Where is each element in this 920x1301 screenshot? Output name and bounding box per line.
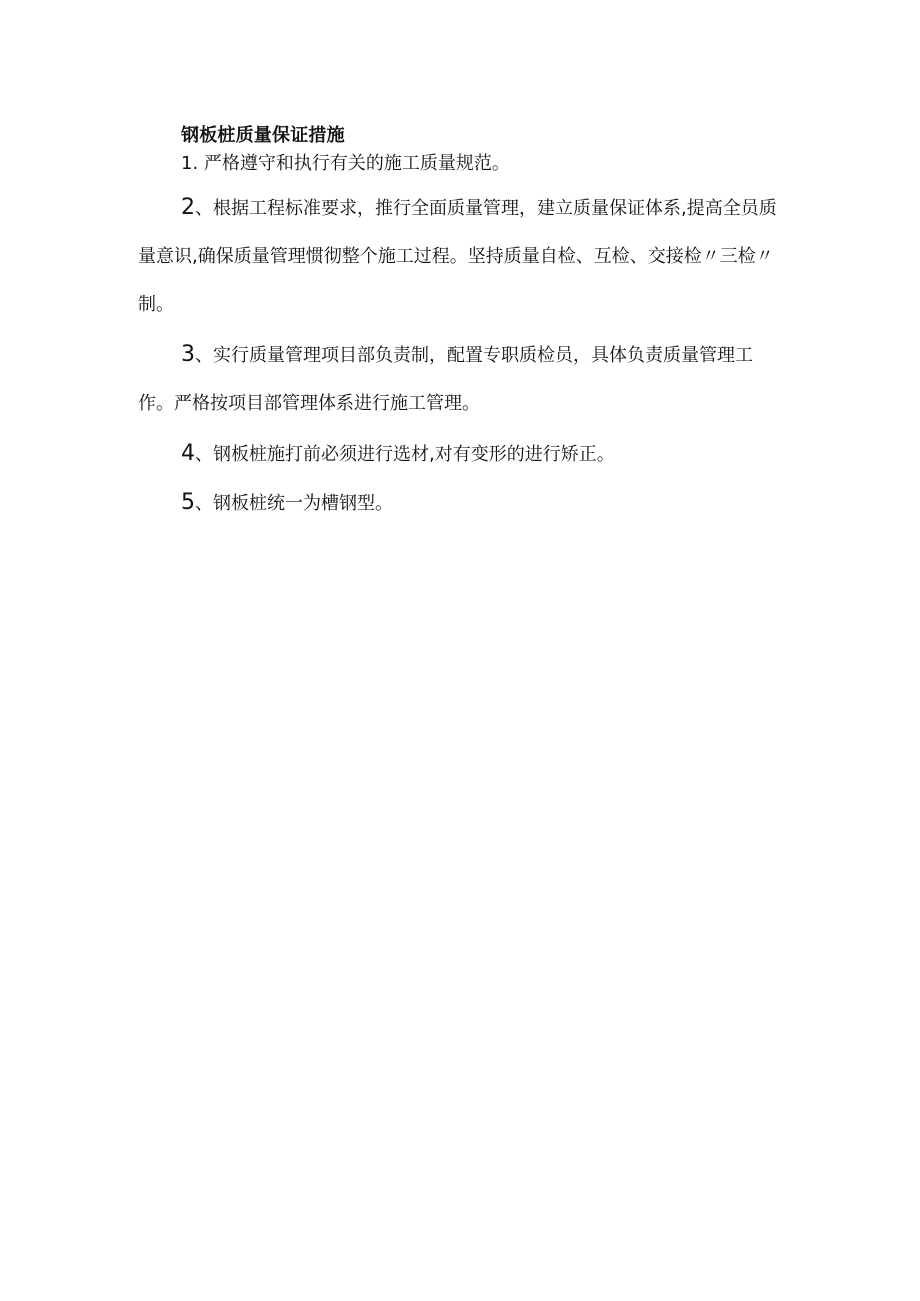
item-number: 3 xyxy=(181,342,195,367)
list-item xyxy=(138,430,788,479)
item-number: 4 xyxy=(181,441,195,466)
intro-item: 1. 严格遵守和执行有关的施工质量规范。 xyxy=(181,153,510,174)
item-number: 5 xyxy=(181,490,195,515)
item-number: 2 xyxy=(181,195,195,220)
item-text: 、实行质量管理项目部负责制，配置专职质检员，具体负责质量管理工作。严格按项目部管理体系进行施工管理。 xyxy=(138,345,753,414)
list-item xyxy=(138,184,788,329)
document-body xyxy=(138,122,788,528)
item-text: 、钢板桩施打前必须进行选材,对有变形的进行矫正。 xyxy=(195,444,615,465)
document-title: 钢板桩质量保证措施 xyxy=(181,125,345,146)
item-text: 、钢板桩统一为槽钢型。 xyxy=(195,493,393,514)
list-item xyxy=(138,479,788,528)
item-text: 、根据工程标准要求，推行全面质量管理，建立质量保证体系,提高全员质量意识,确保质量管理惯彻整个施工过程。坚持质量自检、互检、交接检〃三检〃制。 xyxy=(138,198,777,315)
list-item xyxy=(138,331,788,428)
